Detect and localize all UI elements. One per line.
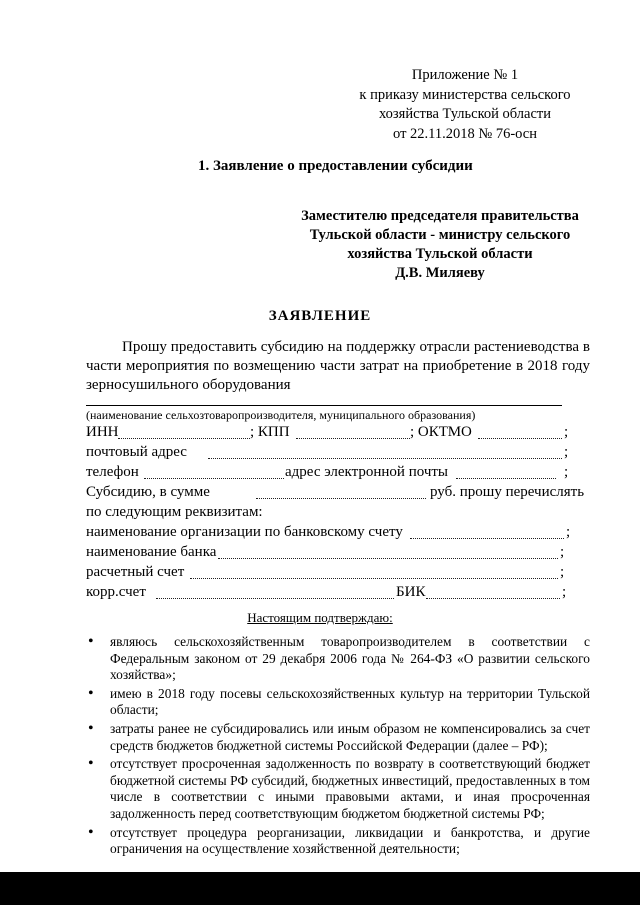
postal-row (86, 444, 570, 464)
email-label: адрес электронной почты (285, 464, 449, 480)
semicolon: ; (566, 524, 571, 540)
scan-edge-bar (0, 872, 640, 905)
org-account-field[interactable] (410, 538, 564, 539)
corr-account-label: корр.счет (86, 584, 146, 600)
document-heading: ЗАЯВЛЕНИЕ (268, 308, 372, 324)
appendix-block (330, 66, 600, 144)
org-account-row (86, 524, 570, 544)
addressee-block (280, 207, 600, 283)
account-label: расчетный счет (86, 564, 185, 580)
phone-field[interactable] (144, 478, 284, 479)
requisites-label: по следующим реквизитам: (86, 504, 263, 520)
account-field[interactable] (190, 578, 558, 579)
applicant-name-caption: (наименование сельхозтоваропроизводителя, муниципального образования) (86, 408, 476, 422)
subsidy-transfer-label: руб. прошу перечислять (430, 484, 585, 500)
phone-label: телефон (86, 464, 139, 480)
kpp-field[interactable] (296, 438, 410, 439)
postal-field[interactable] (208, 458, 562, 459)
semicolon: ; (560, 544, 565, 560)
semicolon: ; (560, 564, 565, 580)
confirmation-item: • затраты ранее не субсидировались или иным образом не компенсировались за счет средств бюджетов бюджетной системы Российской Федерации (далее – РФ); (86, 721, 590, 754)
tax-ids-row (86, 424, 570, 444)
account-row (86, 564, 570, 584)
bank-name-label: наименование банка (86, 544, 217, 560)
semicolon: ; (564, 444, 569, 460)
semicolon: ; (564, 464, 569, 480)
appendix-line-1: Приложение № 1 (411, 67, 519, 83)
oktmo-label: ; ОКТМО (410, 424, 472, 440)
addressee-line-4: Д.В. Миляеву (395, 265, 485, 281)
subsidy-amount-field[interactable] (256, 498, 426, 499)
inn-field[interactable] (118, 438, 250, 439)
inn-label: ИНН (86, 424, 119, 440)
request-paragraph (86, 338, 590, 395)
contacts-row (86, 464, 570, 484)
subsidy-label: Субсидию, в сумме (86, 484, 210, 500)
postal-label: почтовый адрес (86, 444, 187, 460)
confirmation-item: • являюсь сельскохозяйственным товаропроизводителем в соответствии с Федеральным законом от 29 декабря 2006 года № 264-ФЗ «О развитии сельского хозяйства»; (86, 634, 590, 684)
section-title: 1. Заявление о предоставлении субсидии (198, 158, 473, 174)
kpp-label: ; КПП (250, 424, 290, 440)
confirm-heading: Настоящим подтверждаю: (247, 610, 393, 625)
appendix-line-2: к приказу министерства сельского (359, 86, 571, 103)
oktmo-field[interactable] (478, 438, 562, 439)
org-account-label: наименование организации по банковскому счету (86, 524, 403, 540)
corr-account-row (86, 584, 570, 604)
addressee-line-3: хозяйства Тульской области (347, 246, 533, 262)
confirmation-list (86, 634, 590, 860)
semicolon: ; (564, 424, 569, 440)
appendix-line-4: от 22.11.2018 № 76-осн (393, 125, 537, 142)
appendix-line-3: хозяйства Тульской области (378, 106, 552, 122)
bik-label: БИК (396, 584, 426, 600)
bank-name-field[interactable] (218, 558, 558, 559)
email-field[interactable] (456, 478, 556, 479)
semicolon: ; (562, 584, 567, 600)
corr-account-field[interactable] (156, 598, 394, 599)
bank-name-row (86, 544, 570, 564)
addressee-line-2: Тульской области - министру сельского (309, 227, 571, 243)
confirmation-item: • отсутствует просроченная задолженность по возврату в соответствующий бюджет бюджетной системы РФ субсидий, бюджетных инвестиций, предоставленных в том числе в соответствии с иными правовыми актами, и иная просроченная задолженность перед соответствующим бюджетом бюджетной системы РФ; (86, 756, 590, 822)
request-text: Прошу предоставить субсидию на поддержку отрасли растениеводства в части мероприятия по возмещению части затрат на приобретение в 2018 году зерносушильного оборудования (86, 339, 590, 393)
requisites-row (86, 504, 570, 524)
confirmation-item: • имею в 2018 году посевы сельскохозяйственных культур на территории Тульской области; (86, 686, 590, 719)
bik-field[interactable] (426, 598, 560, 599)
subsidy-row (86, 484, 585, 504)
applicant-name-line[interactable] (86, 405, 562, 406)
confirmation-item: • отсутствует процедура реорганизации, ликвидации и банкротства, и другие ограничения на осуществление хозяйственной деятельности; (86, 825, 590, 858)
addressee-line-1: Заместителю председателя правительства (301, 208, 579, 224)
